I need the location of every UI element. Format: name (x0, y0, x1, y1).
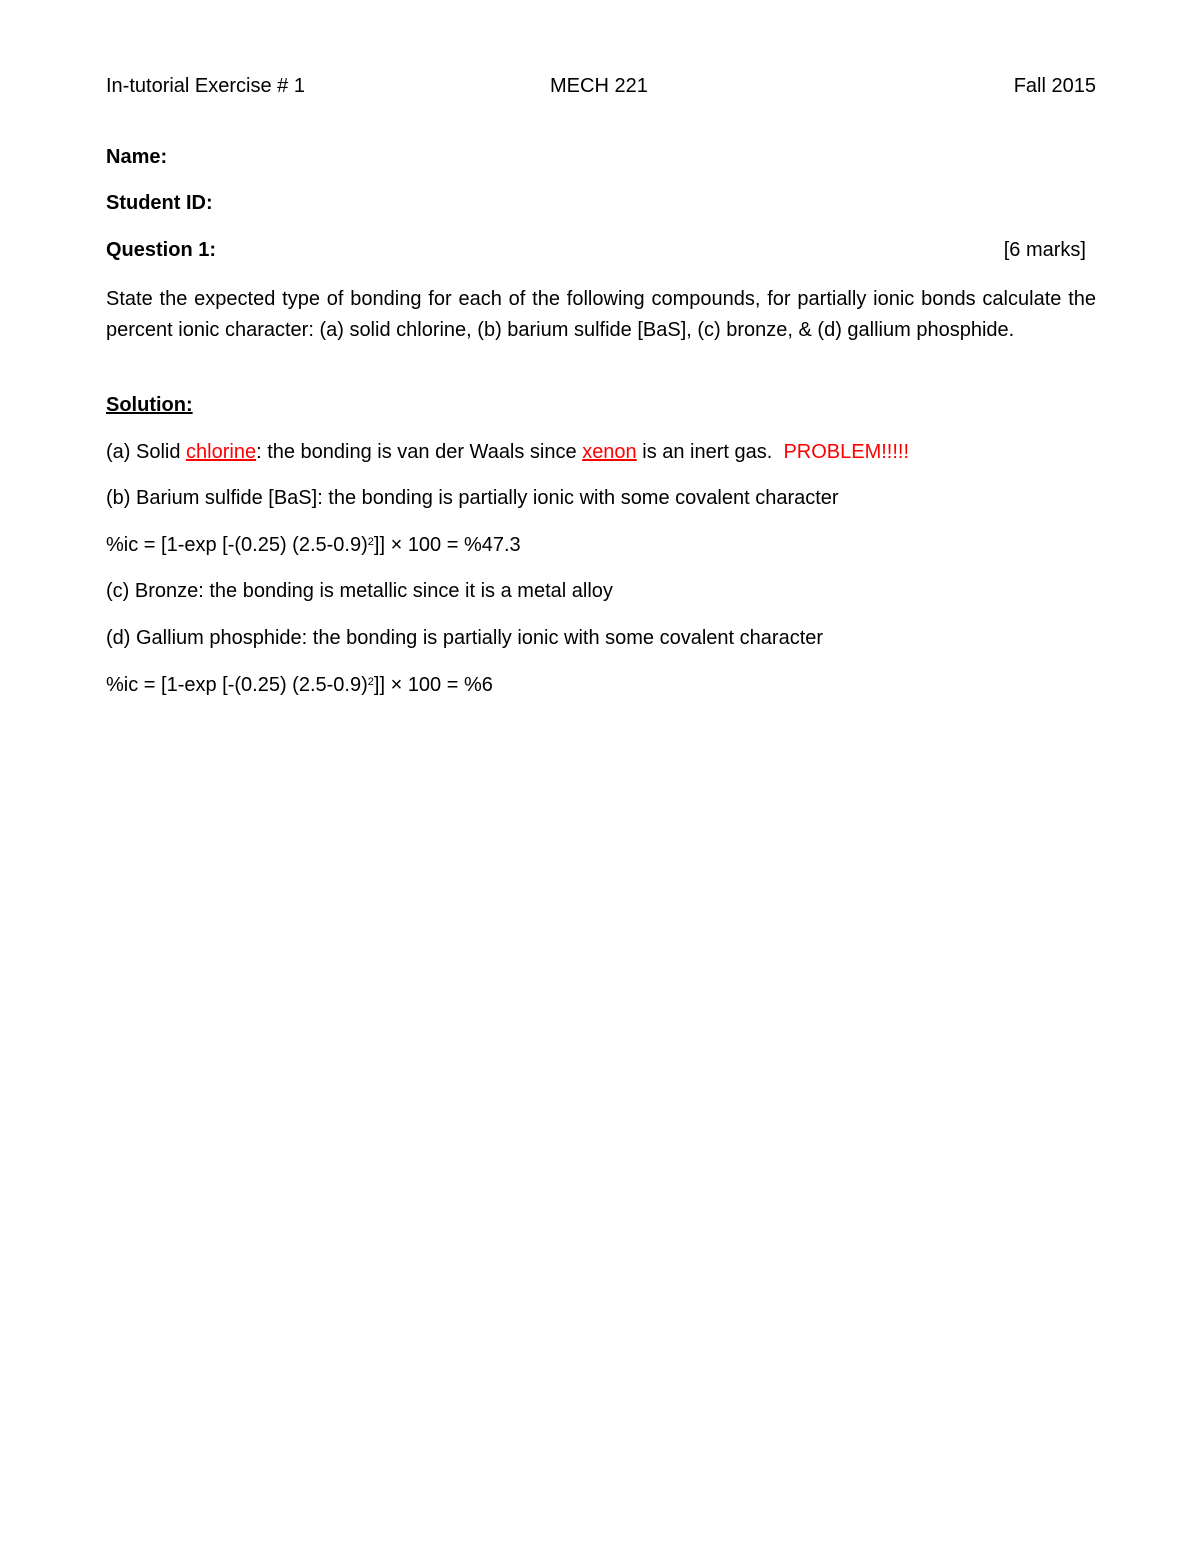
solution-a-chlorine: chlorine (186, 441, 257, 463)
question-heading-row (106, 238, 1096, 262)
solution-heading: Solution: (106, 394, 193, 416)
question-text: State the expected type of bonding for each of the following compounds, for partially ionic bonds calculate the percent ionic character: (a) solid chlorine, (b) barium sulfide [BaS], (c) bronze, & (d) gallium phosphide. (106, 288, 1096, 341)
solution-a-problem-flag: PROBLEM!!!!! (783, 441, 910, 463)
solution-part-b: (b) Barium sulfide [BaS]: the bonding is partially ionic with some covalent character (106, 487, 839, 509)
name-label: Name: (106, 146, 168, 168)
formula-d-tail: ]] × 100 = %6 (373, 674, 493, 696)
formula-d-exponent: 2 (367, 676, 374, 688)
question-marks: [6 marks] (1003, 239, 1086, 261)
formula-b-main: %ic = [1-exp [-(0.25) (2.5-0.9) (106, 534, 368, 556)
solution-d-formula (106, 673, 1096, 697)
solution-part-d: (d) Gallium phosphide: the bonding is partially ionic with some covalent character (106, 627, 824, 649)
solution-a-xenon: xenon (582, 441, 637, 463)
solution-part-a (106, 440, 1096, 464)
student-id-label: Student ID: (106, 192, 213, 214)
solution-part-c: (c) Bronze: the bonding is metallic since it is a metal alloy (106, 580, 613, 602)
question-label: Question 1: (106, 239, 217, 261)
page-header (106, 74, 1096, 100)
header-term: Fall 2015 (1013, 75, 1096, 97)
formula-b-tail: ]] × 100 = %47.3 (373, 534, 521, 556)
formula-d-main: %ic = [1-exp [-(0.25) (2.5-0.9) (106, 674, 368, 696)
solution-a-suffix: is an inert gas. (636, 441, 773, 463)
header-course-code: MECH 221 (550, 75, 648, 97)
solution-a-prefix: (a) Solid (106, 441, 187, 463)
solution-a-middle: : the bonding is van der Waals since (256, 441, 583, 463)
solution-b-formula (106, 533, 1096, 557)
header-exercise-title: In-tutorial Exercise # 1 (106, 75, 305, 97)
formula-b-exponent: 2 (367, 536, 374, 548)
